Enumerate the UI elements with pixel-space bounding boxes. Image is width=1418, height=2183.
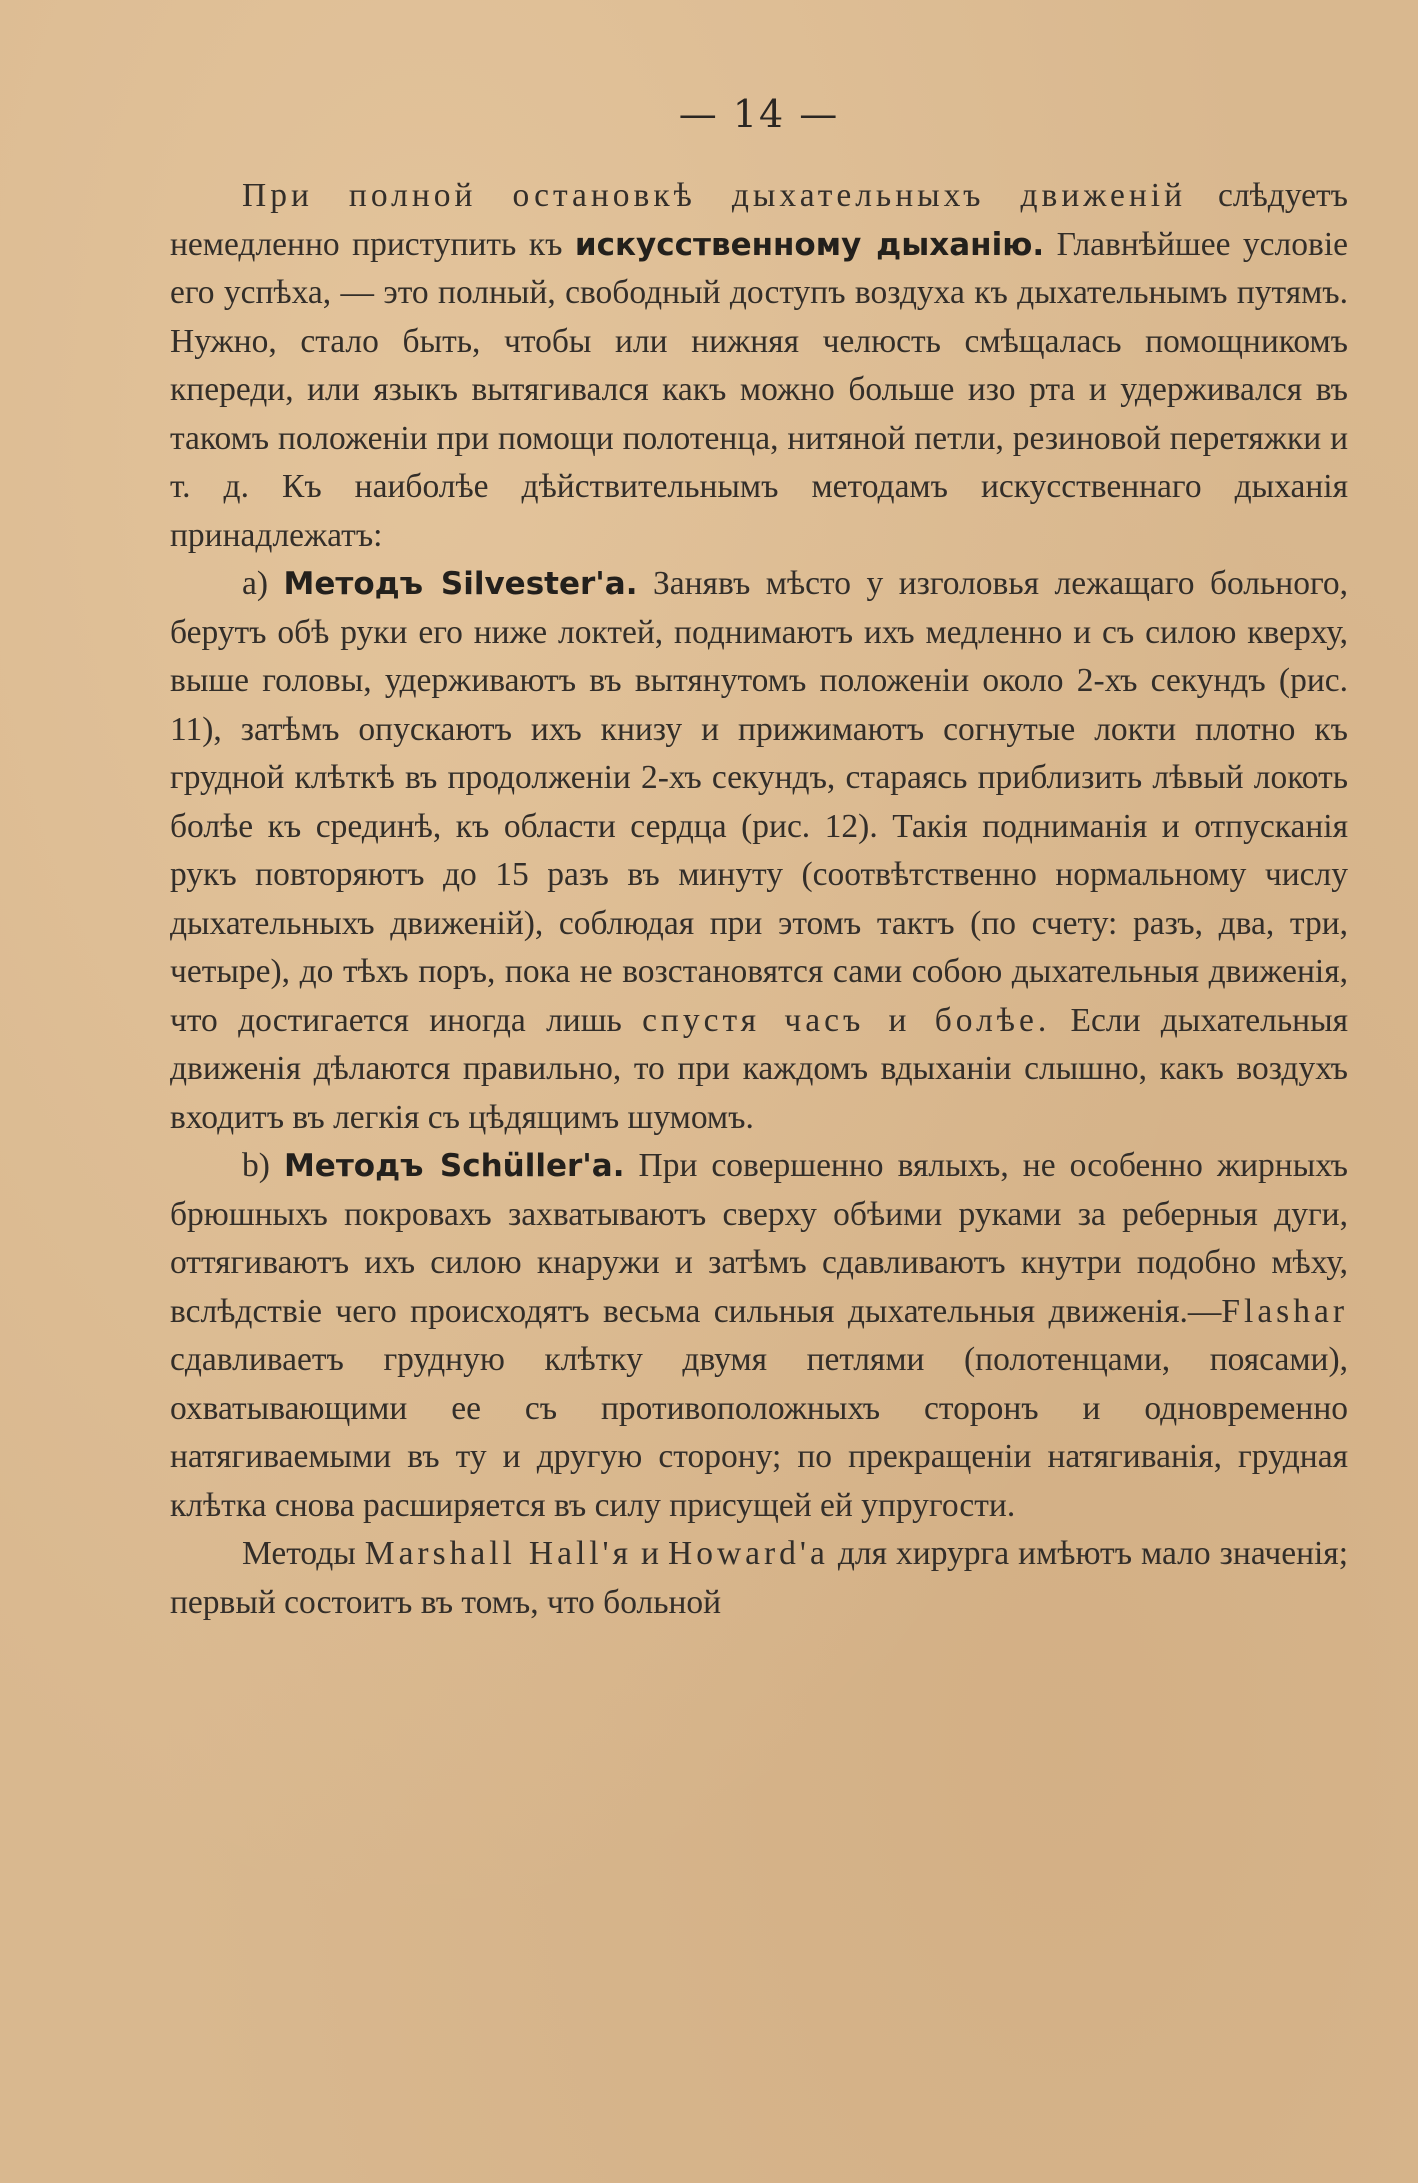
text-body: [170, 172, 1348, 1627]
document-page: [170, 92, 1348, 1627]
paragraph: [170, 1530, 1348, 1627]
text-segment: и: [632, 1535, 668, 1572]
text-segment: Howard'a: [668, 1535, 829, 1572]
text-segment: При совершенно вялыхъ, не особенно жирныхъ брюшныхъ покровахъ захватываютъ сверху обѣими руками за реберныя дуги, оттягиваютъ ихъ силою кнаружи и затѣмъ сдавливаютъ кнутри подобно мѣху, вслѣдствіе чего происходятъ весьма сильныя дыхательныя движенія.—: [170, 1147, 1348, 1330]
paragraph: [170, 1142, 1348, 1530]
text-segment: b): [242, 1147, 284, 1184]
heading-term: искусственному дыханію.: [574, 226, 1045, 263]
text-segment: Главнѣйшее условіе его успѣха, — это полный, свободный доступъ воздуха къ дыхательнымъ путямъ. Нужно, стало быть, чтобы или нижняя челюсть смѣщалась помощникомъ кпереди, или языкъ вытягивался какъ можно больше изо рта и удерживался въ такомъ положеніи при помощи полотенца, нитяной петли, резиновой перетяжки и т. д. Къ наиболѣе дѣйствительнымъ методамъ искусственнаго дыханія принадлежатъ:: [170, 225, 1348, 554]
text-segment: Flashar: [1221, 1292, 1348, 1330]
paragraph: [170, 560, 1348, 1142]
text-segment: слѣдуетъ немедленно приступить къ: [170, 177, 1348, 263]
page-number: — 14 —: [678, 92, 840, 136]
text-segment: a): [242, 565, 284, 602]
paragraph: [170, 172, 1348, 560]
text-segment: Занявъ мѣсто у изголовья лежащаго больного, берутъ обѣ руки его ниже локтей, поднимаютъ ихъ медленно и съ силою кверху, выше головы, удерживаютъ въ вытянутомъ положеніи около 2-хъ секундъ (рис. 11), затѣмъ опускаютъ ихъ книзу и прижимаютъ согнутые локти плотно къ грудной клѣткѣ въ продолженіи 2-хъ секундъ, стараясь приблизить лѣвый локоть болѣе къ срединѣ, къ области сердца (рис. 12). Такія подниманія и отпусканія рукъ повторяютъ до 15 разъ въ минуту (соотвѣтственно нормальному числу дыхательныхъ движеній), соблюдая при этомъ тактъ (по счету: разъ, два, три, четыре), до тѣхъ поръ, пока не возстановятся сами собою дыхательныя движенія, что достигается иногда лишь: [170, 565, 1349, 1039]
text-segment: Методы: [242, 1535, 365, 1572]
text-segment: Marshall Hall'я: [364, 1535, 633, 1572]
text-segment: для хирурга имѣютъ мало значенія; первый состоитъ въ томъ, что больной: [170, 1535, 1349, 1621]
text-segment: При полной остановкѣ дыхательныхъ движеній: [242, 177, 1186, 214]
heading-term: Методъ Silvester'a.: [283, 566, 638, 602]
text-segment: спустя часъ и болѣе.: [642, 1001, 1051, 1039]
text-segment: Если дыхательныя движенія дѣлаются правильно, то при каждомъ вдыханіи слышно, какъ воздухъ входитъ въ легкія съ цѣдящимъ шумомъ.: [170, 1001, 1348, 1136]
text-segment: сдавливаетъ грудную клѣтку двумя петлями (полотенцами, поясами), охватывающими ее съ противоположныхъ сторонъ и одновременно натягиваемыми въ ту и другую сторону; по прекращеніи натягиванія, грудная клѣтка снова расширяется въ силу присущей ей упругости.: [170, 1341, 1348, 1524]
heading-term: Методъ Schüller'a.: [283, 1148, 625, 1184]
